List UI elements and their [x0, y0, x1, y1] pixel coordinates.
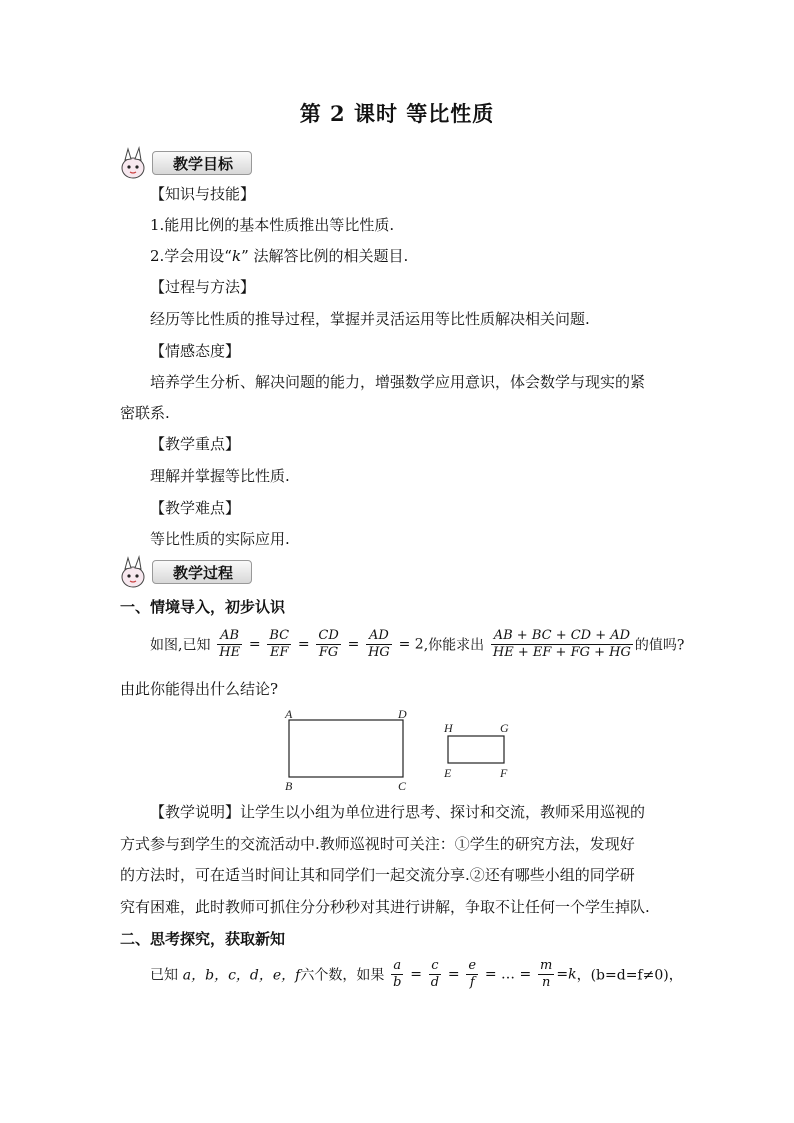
variables-list: a，b，c，d，e，f — [182, 967, 301, 984]
question-pre: 如图,已知 — [150, 637, 211, 654]
fraction-ab-he: $\frac{AB}{HE}$ — [219, 628, 241, 660]
label-e: E — [444, 766, 452, 780]
emotion-text-line2: 密联系. — [120, 404, 170, 422]
part1-heading: 一、情境导入，初步认识 — [120, 598, 286, 616]
label-f: F — [500, 766, 508, 780]
key-point-label: 【教学重点】 — [150, 435, 241, 453]
knowledge-item-1: 1.能用比例的基本性质推出等比性质. — [150, 216, 395, 234]
label-c: C — [398, 779, 407, 793]
fraction-m-n: $\frac{m}{n}$ — [540, 958, 553, 990]
knowledge-item-2-pre: 2.学会用设“ — [150, 247, 232, 265]
part2-heading: 二、思考探究，获取新知 — [120, 930, 286, 948]
section-badge-label: 教学目标 — [152, 151, 252, 175]
knowledge-item-2 — [150, 245, 408, 266]
pencil-mascot-icon — [118, 146, 148, 180]
knowledge-item-2-post: ” 法解答比例的相关题目. — [241, 247, 409, 265]
equation-value: = 2 — [398, 636, 424, 653]
rectangle-hgfe — [448, 736, 504, 763]
fraction-a-b: $\frac{a}{b}$ — [393, 958, 402, 990]
question-mid: ,你能求出 — [423, 637, 485, 654]
process-label: 【过程与方法】 — [150, 278, 256, 296]
rectangles-figure — [280, 706, 520, 796]
difficult-point-label: 【教学难点】 — [150, 499, 241, 517]
section-badge-label: 教学过程 — [152, 560, 252, 584]
condition-text: ，(b=d=f≠0)， — [576, 967, 683, 984]
emotion-label: 【情感态度】 — [150, 342, 241, 360]
section-badge-objectives — [118, 146, 252, 180]
page-title: 第 2 课时 等比性质 — [299, 101, 495, 126]
question-post: 的值吗? — [634, 637, 685, 654]
fraction-sum: $\frac{AB + BC + CD + AD}{HE + EF + FG + HG}$ — [492, 628, 631, 660]
fraction-e-f: $\frac{e}{f}$ — [468, 958, 477, 990]
teaching-note-line4: 究有困难，此时教师可抓住分分秒秒对其进行讲解，争取不让任何一个学生掉队. — [120, 898, 650, 916]
k-variable: k — [231, 247, 242, 265]
key-point-text: 理解并掌握等比性质. — [150, 467, 290, 485]
fraction-ad-hg: $\frac{AD}{HG}$ — [368, 628, 390, 660]
difficult-point-text: 等比性质的实际应用. — [150, 530, 290, 548]
emotion-text-line1: 培养学生分析、解决问题的能力，增强数学应用意识，体会数学与现实的紧 — [150, 373, 646, 391]
knowledge-label: 【知识与技能】 — [150, 185, 256, 203]
teaching-note-line2: 方式参与到学生的交流活动中.教师巡视时可关注：①学生的研究方法，发现好 — [120, 835, 635, 853]
label-d: D — [398, 707, 407, 721]
process-text: 经历等比性质的推导过程，掌握并灵活运用等比性质解决相关问题. — [150, 310, 590, 328]
section-badge-process — [118, 555, 252, 589]
pencil-mascot-icon — [118, 555, 148, 589]
teaching-note-line3: 的方法时，可在适当时间让其和同学们一起交流分享.②还有哪些小组的同学研 — [120, 866, 635, 884]
label-g: G — [500, 721, 509, 735]
question-line2: 由此你能得出什么结论? — [120, 680, 279, 698]
part2-text: 已知 a，b，c，d，e，f六个数，如果 $\frac{a}{b}$ = $\frac{c}{d}$ = $\frac{e}{f}$ = … = $\frac{m}{n}$ =k，(b=d=f≠0)， — [150, 958, 683, 990]
label-h: H — [444, 721, 453, 735]
teaching-note-line1: 【教学说明】让学生以小组为单位进行思考、探讨和交流，教师采用巡视的 — [150, 803, 646, 821]
rectangle-abcd — [289, 720, 403, 777]
fraction-bc-ef: $\frac{BC}{EF}$ — [269, 628, 290, 660]
label-b: B — [285, 779, 293, 793]
label-a: A — [285, 707, 293, 721]
question-equation-line: 如图,已知 $\frac{AB}{HE}$ = $\frac{BC}{EF}$ = $\frac{CD}{FG}$ = $\frac{AD}{HG}$ = 2,你能求出 $\frac{AB + BC + CD + AD}{HE + EF + FG + HG}$ 的值吗? — [150, 628, 685, 660]
fraction-cd-fg: $\frac{CD}{FG}$ — [318, 628, 339, 660]
fraction-c-d: $\frac{c}{d}$ — [430, 958, 440, 990]
